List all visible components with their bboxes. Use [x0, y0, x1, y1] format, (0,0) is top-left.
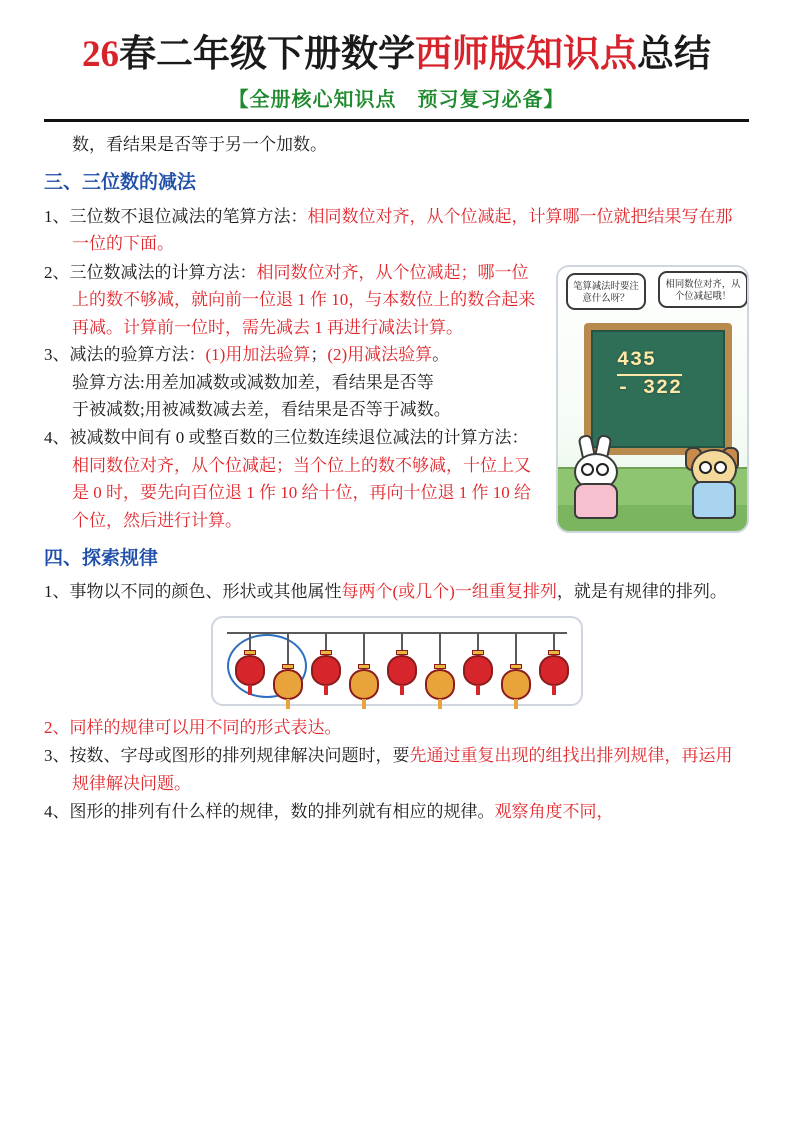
item-4-red: 相同数位对齐，从个位减起；当个位上的数不够减，十位上又是 0 时，要先向百位退 1 作 10 给十位，再向十位退 1 作 10 给个位，然后进行计算。	[72, 455, 531, 531]
lantern-illustration	[211, 616, 583, 706]
carryover-line: 数，看结果是否等于另一个加数。	[72, 135, 327, 155]
title-year: 26	[82, 34, 119, 75]
document-body	[44, 122, 749, 826]
item-7-black: 3、按数、字母或图形的排列规律解决问题时，要	[44, 746, 410, 766]
item-5-black-a: 1、事物以不同的颜色、形状或其他属性	[44, 582, 342, 602]
item-8	[44, 798, 749, 826]
item-5	[44, 578, 749, 606]
section-heading-four: 四、探索规律	[44, 547, 159, 569]
item-8-black: 4、图形的排列有什么样的规律，数的排列就有相应的规律。	[44, 802, 495, 822]
document-header	[44, 0, 749, 122]
item-3-line-3: 于被减数;用被减数减去差，看结果是否等于减数。	[72, 400, 451, 420]
title-edition: 西师版知识点	[415, 34, 637, 75]
item-3-red-a: (1)用加法验算	[205, 345, 311, 365]
item-7	[44, 742, 749, 797]
item-2-black: 2、三位数减法的计算方法：	[44, 262, 257, 282]
item-4-black: 4、被减数中间有 0 或整百数的三位数连续退位减法的计算方法：	[44, 428, 529, 448]
speech-bubble-right: 相同数位对齐，从个位减起哦！	[658, 271, 748, 309]
item-7-red: 先通过重复出现的组找出排列规律，再运用规律解决问题。	[72, 746, 733, 793]
title-part-one: 春二年级下册数学	[119, 34, 415, 75]
blackboard-equation	[617, 348, 682, 401]
section-heading-three: 三、三位数的减法	[44, 171, 197, 193]
item-5-black-b: ，就是有规律的排列。	[556, 582, 727, 602]
item-1	[44, 203, 749, 258]
item-3-period: 。	[432, 345, 450, 365]
item-8-red: 观察角度不同，	[494, 802, 614, 822]
equation-bottom: - 322	[617, 376, 683, 400]
blackboard-illustration	[556, 265, 749, 533]
speech-bubble-left: 笔算减法时要注意什么呀？	[566, 273, 646, 311]
item-5-red: 每两个(或几个)一组重复排列	[341, 582, 557, 602]
page-title	[44, 34, 749, 75]
item-1-red: 相同数位对齐，从个位减起，计算哪一位就把结果写在那一位的下面。	[72, 206, 733, 254]
item-3-red-b: (2)用减法验算	[327, 345, 433, 365]
dog-character-icon	[685, 439, 739, 517]
item-3-separator: ；	[310, 345, 328, 365]
page-subtitle: 【全册核心知识点 预习复习必备】	[228, 89, 565, 112]
title-part-two: 总结	[637, 34, 711, 75]
item-3-line-2: 验算方法:用差加减数或减数加差，看结果是否等	[72, 372, 434, 392]
equation-top: 435	[617, 348, 682, 376]
item-6: 2、同样的规律可以用不同的形式表达。	[44, 717, 342, 737]
item-3-black-lead: 3、减法的验算方法：	[44, 345, 206, 365]
bunny-character-icon	[568, 439, 620, 517]
item-2-red: 相同数位对齐，从个位减起；哪一位上的数不够减，就向前一位退 1 作 10，与本数位上的数合起来再减。计算前一位时，需先减去 1 再进行减法计算。	[72, 262, 536, 337]
item-1-black: 1、三位数不退位减法的笔算方法：	[44, 206, 308, 226]
